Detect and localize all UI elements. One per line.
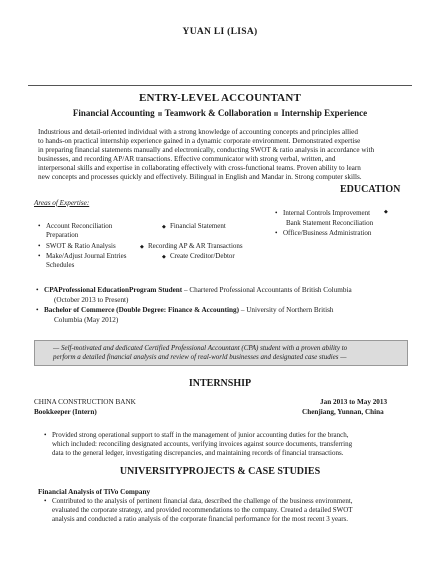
- tagline-item: Internship Experience: [281, 108, 368, 118]
- summary: [38, 128, 410, 182]
- expertise-item: • Office/Business Administration: [283, 229, 371, 238]
- expertise-item: ◆ Recording AP & AR Transactions: [148, 242, 243, 251]
- headline: ENTRY-LEVEL ACCOUNTANT: [138, 92, 302, 104]
- diamond-bullet-icon: ◆: [384, 210, 388, 215]
- expertise-item-cont: Preparation: [46, 231, 79, 239]
- square-separator-icon: [158, 112, 162, 116]
- education-entry: [44, 306, 390, 315]
- expertise-item: Bank Statement Reconciliation: [286, 219, 374, 227]
- expertise-item: • Internal Controls Improvement: [283, 209, 370, 218]
- project-bullet-line: • Contributed to the analysis of pertinent financial data, described the challenge of the business environment,: [52, 497, 353, 505]
- expertise-item: • Make/Adjust Journal Entries: [46, 252, 127, 261]
- callout-line: perform a detailed financial analysis and review of real-world businesses and designated case studies —: [53, 353, 347, 361]
- expertise-item: ◆ Create Creditor/Debtor: [170, 252, 235, 261]
- divider: [28, 85, 412, 86]
- summary-line: businesses, and recording AP/AR transactions. Effective communicator with strong verbal, written, and: [38, 155, 336, 163]
- internship-heading: INTERNSHIP: [188, 378, 252, 389]
- summary-line: to hands-on practical internship experience gained in a dynamic corporate environment. Demonstrated expertise: [38, 137, 361, 145]
- education-title: Bachelor of Commerce (Double Degree: Finance & Accounting): [44, 306, 240, 314]
- education-detail: – University of Northern British: [239, 306, 334, 314]
- project-bullet: [52, 497, 412, 524]
- project-bullet-line: analysis and conducted a ratio analysis of the corporate financial performance for the most recent 3 years.: [52, 515, 349, 523]
- summary-line: interpersonal skills and expertise in collaborating effectively with cross-functional teams. Proven ability to learn: [38, 164, 361, 172]
- education-date: (October 2013 to Present): [54, 296, 129, 304]
- internship-location: Chenjiang, Yunnan, China: [302, 408, 384, 416]
- internship-role: Bookkeeper (Intern): [34, 408, 97, 416]
- expertise-item: • Account Reconciliation: [46, 222, 112, 231]
- summary-line: in preparing financial statements manually and electronically, conducting SWOT & ratio analysis in accordance with: [38, 146, 375, 154]
- expertise-item: • SWOT & Ratio Analysis: [46, 242, 116, 251]
- areas-of-expertise-label: Areas of Expertise:: [34, 199, 90, 207]
- education-detail: – Chartered Professional Accountants of British Columbia: [182, 286, 352, 294]
- square-separator-icon: [274, 112, 278, 116]
- tagline-item: Teamwork & Collaboration: [164, 108, 272, 118]
- tagline-item: Financial Accounting: [72, 108, 155, 118]
- candidate-name: YUAN LI (LISA): [182, 27, 258, 37]
- project-bullet-line: evaluated the corporate strategy, and provided recommendations to the company. Created a detailed SWOT: [52, 506, 353, 514]
- company-name: CHINA CONSTRUCTION BANK: [34, 398, 136, 406]
- education-title: CPAProfessional EducationProgram Student: [44, 286, 183, 294]
- internship-bullet-line: which included: reconciling designated accounts, verifying invoices against source documents, transferring: [52, 440, 353, 448]
- summary-line: Industrious and detail-oriented individual with a strong knowledge of accounting concepts and principles allied: [38, 128, 358, 136]
- callout-line: — Self-motivated and dedicated Certified Professional Accountant (CPA) student with a proven ability to: [53, 344, 348, 352]
- summary-line: new concepts and processes quickly and effectively. Bilingual in English and Mandar in. Strong computer skills.: [38, 173, 362, 181]
- expertise-item: ◆ Financial Statement: [170, 222, 226, 231]
- education-entry: [44, 286, 390, 295]
- expertise-item-cont: Schedules: [46, 261, 75, 269]
- tagline: [0, 108, 440, 118]
- internship-bullet-line: • Provided strong operational support to staff in the management of junior accounting duties for the branch,: [52, 431, 349, 439]
- internship-bullet: [52, 431, 412, 458]
- callout-box: [34, 340, 408, 366]
- project-title: Financial Analysis of TiVo Company: [38, 488, 151, 496]
- internship-bullet-line: data to the general ledger, investigating discrepancies, and maintaining records of financial transactions.: [52, 449, 344, 457]
- education-date: Columbia (May 2012): [54, 316, 119, 324]
- projects-heading: UNIVERSITYPROJECTS & CASE STUDIES: [119, 466, 321, 477]
- internship-dates: Jan 2013 to May 2013: [320, 398, 388, 406]
- education-heading: EDUCATION: [340, 184, 401, 195]
